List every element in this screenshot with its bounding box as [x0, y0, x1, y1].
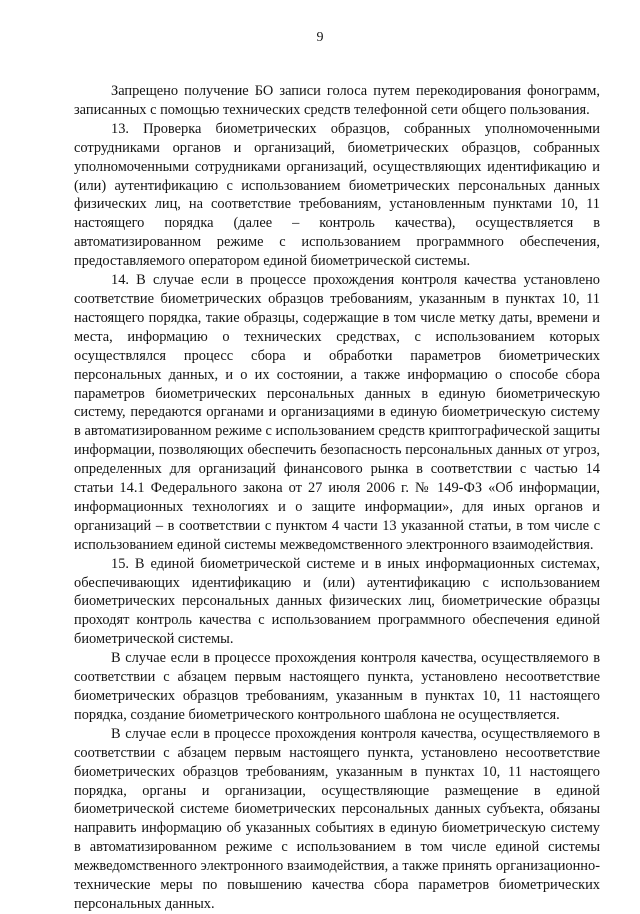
document-body — [74, 82, 600, 914]
page-number: 9 — [316, 30, 324, 45]
paragraph-item-15-nonconformity-template: В случае если в процессе прохождения контроля качества, осуществляемого в соответствии с абзацем первым настоящего пункта, установлено несоответствие биометрических образцов требованиям, указанным в пунктах 10, 11 настоящего порядка, создание биометрического контрольного шаблона не осуществляется. — [74, 650, 600, 723]
paragraph-item-15-nonconformity-measures: В случае если в процессе прохождения контроля качества, осуществляемого в соответствии с абзацем первым настоящего пункта, установлено несоответствие биометрических образцов требованиям, указанным в пунктах 10, 11 настоящего порядка, органы и организации, осуществляющие размещение в единой биометрической системе биометрических персональных данных субъекта, обязаны направить информацию об указанных событиях в единую биометрическую систему в автоматизированном режиме с использованием в том числе единой системы межведомственного электронного взаимодействия, а также принять организационно-технические меры по повышению качества сбора параметров биометрических персональных данных. — [74, 725, 600, 912]
paragraph-item-14: 14. В случае если в процессе прохождения контроля качества установлено соответствие биометрических образцов требованиям, указанным в пунктах 10, 11 настоящего порядка, такие образцы, содержащие в том числе метку даты, времени и места, информацию о технических средствах, с использованием которых осуществлялся процесс сбора и обработки параметров биометрических персональных данных, и о их состоянии, а также информацию о способе сбора параметров биометрических персональных данных в единую биометрическую систему, передаются органами и организациями в единую биометрическую систему в автоматизированном режиме с использованием средств криптографической защиты информации, позволяющих обеспечить безопасность персональных данных от угроз, определенных для организаций финансового рынка в соответствии с частью 14 статьи 14.1 Федерального закона от 27 июля 2006 г. № 149-ФЗ «Об информации, информационных технологиях и о защите информации», для иных органов и организаций – в соответствии с пунктом 4 части 13 указанной статьи, в том числе с использованием единой системы межведомственного электронного взаимодействия. — [74, 272, 600, 553]
paragraph-item-13: 13. Проверка биометрических образцов, собранных уполномоченными сотрудниками органов и организаций, биометрических образцов, собранных уполномоченными сотрудниками организаций, осуществляющих идентификацию и (или) аутентификацию с использованием биометрических персональных данных физических лиц, на соответствие требованиям, установленным пунктами 10, 11 настоящего порядка (далее – контроль качества), осуществляется в автоматизированном режиме с использованием программного обеспечения, предоставляемого оператором единой биометрической системы. — [74, 120, 600, 270]
paragraph-recording-prohibition: Запрещено получение БО записи голоса путем перекодирования фонограмм, записанных с помощью технических средств телефонной сети общего пользования. — [74, 83, 600, 118]
paragraph-item-15: 15. В единой биометрической системе и в иных информационных системах, обеспечивающих идентификацию и (или) аутентификацию с использованием биометрических персональных данных физических лиц, биометрические образцы проходят контроль качества с использованием программного обеспечения единой биометрической системы. — [74, 555, 600, 648]
